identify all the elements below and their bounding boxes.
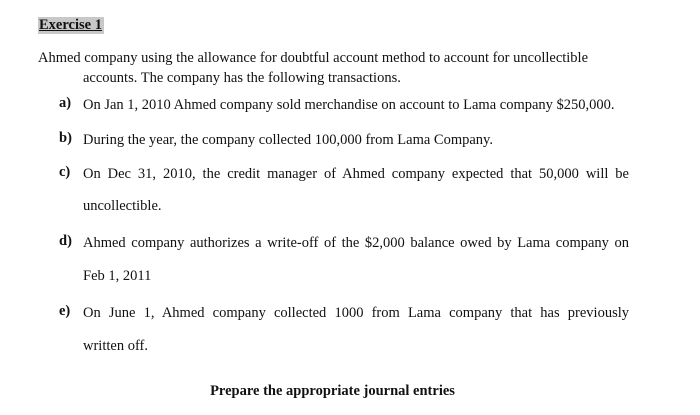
item-text: Ahmed company authorizes a write-off of the $2,000 balance owed by Lama company on (83, 235, 629, 251)
exercise-intro (38, 48, 638, 88)
transaction-item-c-continuation: uncollectible. (83, 198, 162, 214)
transaction-item-e-continuation: written off. (83, 338, 148, 354)
transaction-item-d-continuation: Feb 1, 2011 (83, 268, 152, 284)
intro-line-1: Ahmed company using the allowance for doubtful account method to account for uncollectible (38, 50, 589, 66)
item-text: During the year, the company collected 100,000 from Lama Company. (83, 132, 493, 148)
instruction: Prepare the appropriate journal entries (210, 383, 455, 399)
item-label: c) (59, 164, 71, 180)
item-label: b) (59, 130, 72, 146)
exercise-title: Exercise 1 (39, 17, 102, 33)
item-label: d) (59, 233, 72, 249)
item-label: a) (59, 95, 72, 111)
item-text: On Jan 1, 2010 Ahmed company sold merchandise on account to Lama company $250,000. (83, 97, 615, 113)
item-label: e) (59, 303, 71, 319)
item-text: On Dec 31, 2010, the credit manager of Ahmed company expected that 50,000 will be (83, 166, 629, 182)
intro-line-2: accounts. The company has the following transactions. (83, 70, 401, 86)
item-text: On June 1, Ahmed company collected 1000 from Lama company that has previously (83, 305, 629, 321)
